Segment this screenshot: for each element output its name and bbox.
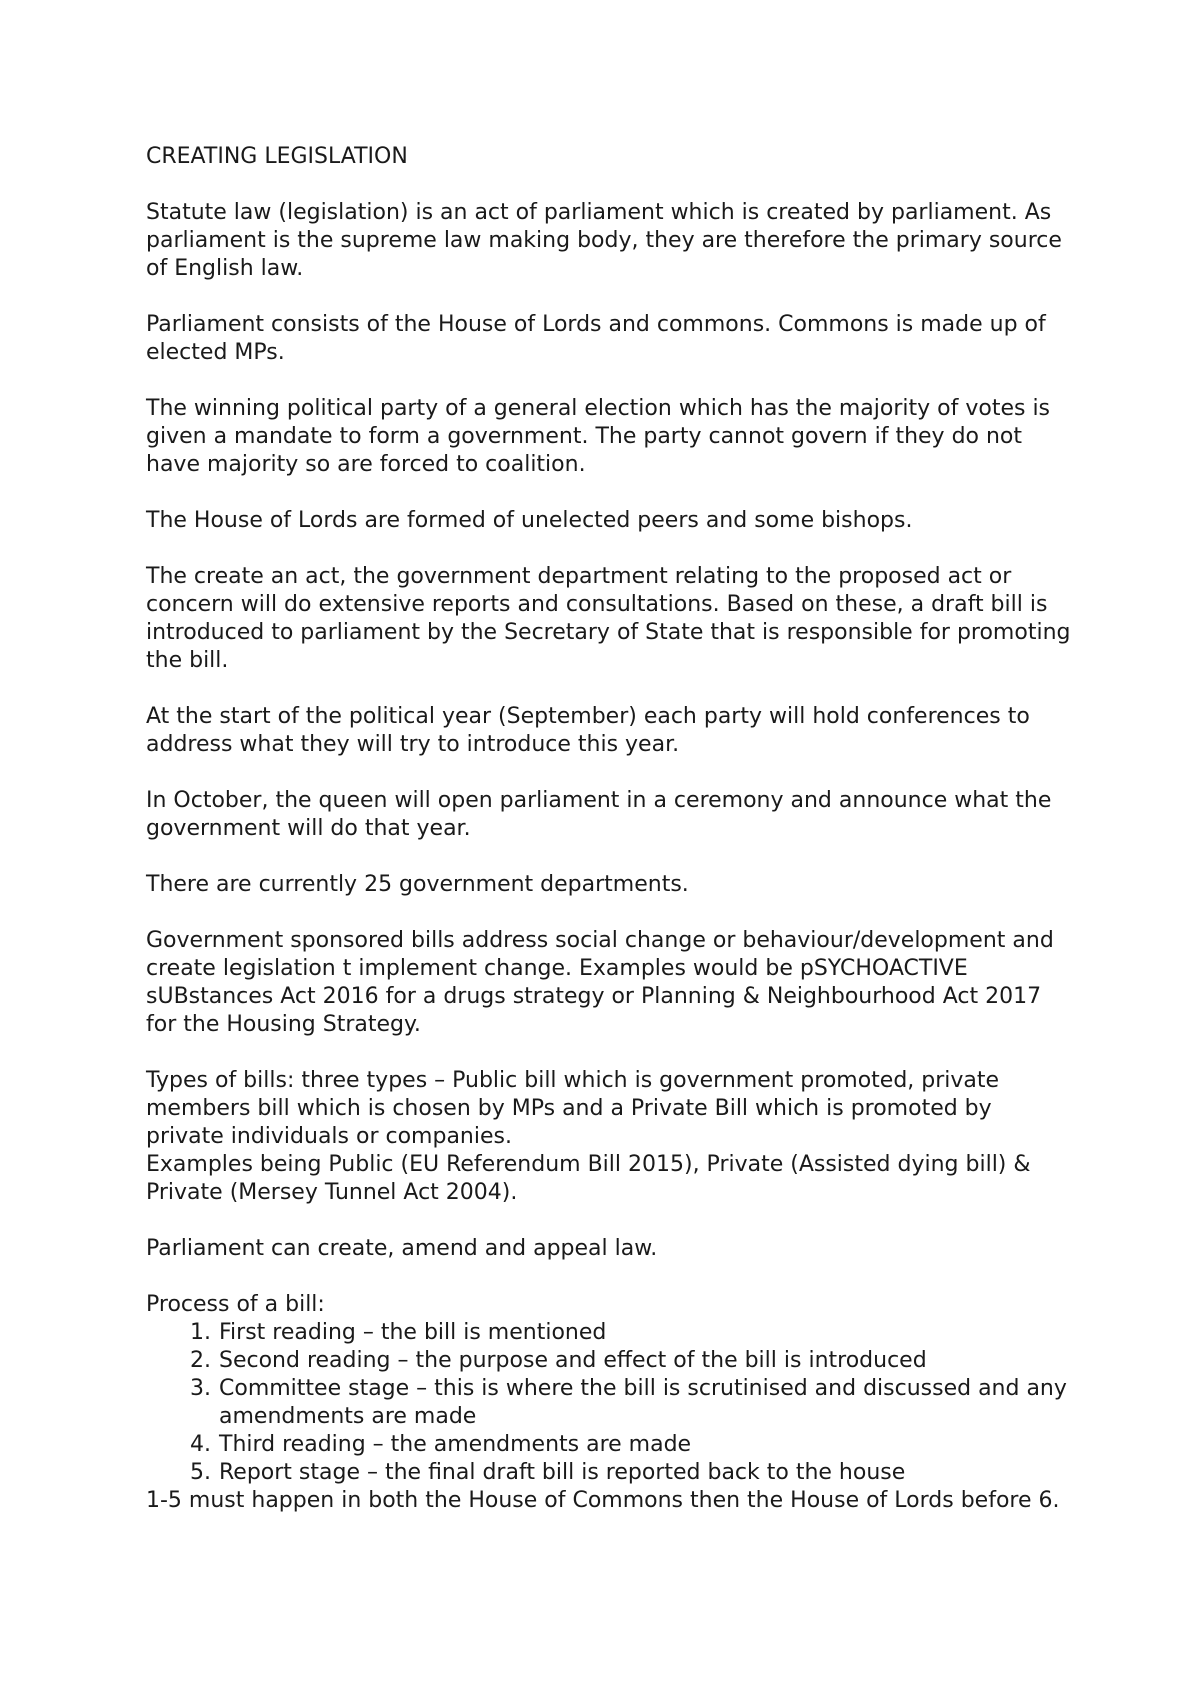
paragraph-statute-law: Statute law (legislation) is an act of parliament which is created by parliament. As parliament is the supreme law making body, they are therefore the primary source of English law. (146, 200, 1062, 281)
step-text: Second reading – the purpose and effect of the bill is introduced (219, 1348, 927, 1373)
paragraph-create-act: The create an act, the government department relating to the proposed act or concern will do extensive reports and consultations. Based on these, a draft bill is introduced to parliament by the Secretary of State that is responsible for promoting the bill. (146, 564, 1071, 673)
paragraph-process-heading: Process of a bill: (146, 1292, 325, 1317)
paragraph-closing: 1-5 must happen in both the House of Commons then the House of Lords before 6. (146, 1488, 1060, 1513)
paragraph-examples: Examples being Public (EU Referendum Bill 2015), Private (Assisted dying bill) & Private (Mersey Tunnel Act 2004). (146, 1152, 1031, 1205)
document-title: CREATING LEGISLATION (146, 144, 408, 169)
list-item (146, 1431, 1076, 1459)
paragraph-october: In October, the queen will open parliament in a ceremony and announce what the government will do that year. (146, 788, 1052, 841)
step-number: 1. (190, 1320, 211, 1345)
step-number: 4. (190, 1432, 211, 1457)
list-item (146, 1375, 1076, 1431)
step-number: 2. (190, 1348, 211, 1373)
list-item (146, 1459, 1076, 1487)
paragraph-house-of-lords: The House of Lords are formed of unelected peers and some bishops. (146, 508, 913, 533)
paragraph-parliament: Parliament consists of the House of Lords and commons. Commons is made up of elected MPs. (146, 312, 1046, 365)
document-page (146, 143, 1076, 1515)
paragraph-government: The winning political party of a general election which has the majority of votes is given a mandate to form a government. The party cannot govern if they do not have majority so are forced to coalition. (146, 396, 1051, 477)
paragraph-types-of-bills: Types of bills: three types – Public bill which is government promoted, private members bill which is chosen by MPs and a Private Bill which is promoted by private individuals or companies. (146, 1068, 1000, 1149)
step-text: First reading – the bill is mentioned (219, 1320, 607, 1345)
paragraph-departments: There are currently 25 government departments. (146, 872, 689, 897)
step-text: Third reading – the amendments are made (219, 1432, 692, 1457)
paragraph-political-year: At the start of the political year (September) each party will hold conferences to address what they will try to introduce this year. (146, 704, 1030, 757)
step-number: 3. (190, 1376, 211, 1401)
paragraph-sponsored-bills: Government sponsored bills address social change or behaviour/development and create legislation t implement change. Examples would be pSYCHOACTIVE sUBstances Act 2016 for a drugs strategy or Planning & Neighbourhood Act 2017 for the Housing Strategy. (146, 928, 1054, 1037)
step-text: Report stage – the final draft bill is reported back to the house (219, 1460, 906, 1485)
process-steps-list (146, 1319, 1076, 1487)
paragraph-amend-law: Parliament can create, amend and appeal law. (146, 1236, 658, 1261)
list-item (146, 1347, 1076, 1375)
step-number: 5. (190, 1460, 211, 1485)
step-text: Committee stage – this is where the bill is scrutinised and discussed and any amendments are made (219, 1376, 1067, 1429)
list-item (146, 1319, 1076, 1347)
